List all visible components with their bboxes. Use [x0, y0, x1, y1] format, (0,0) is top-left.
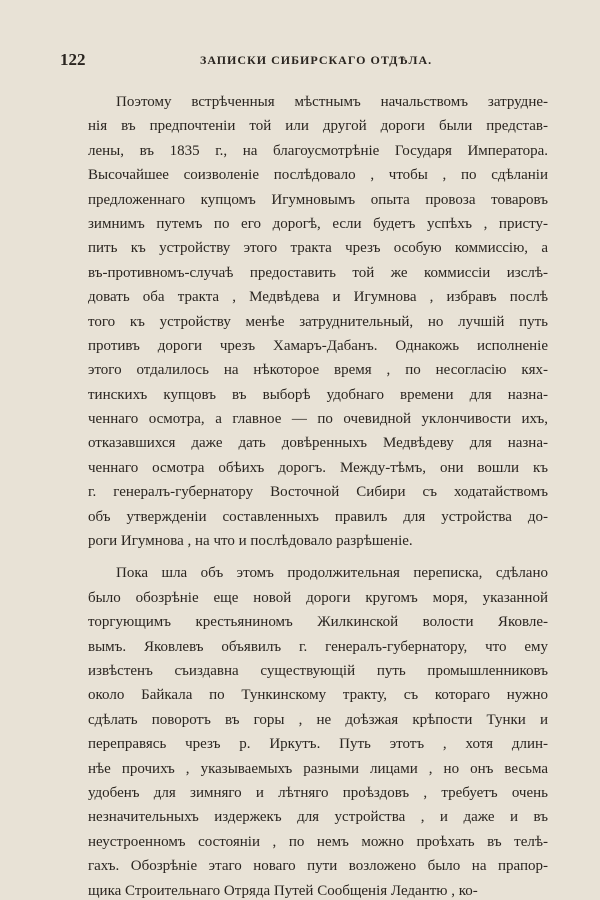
- paragraph-2: [88, 561, 548, 900]
- text-line: около Байкала по Тункинскому тракту, съ котораго нужно: [88, 687, 548, 704]
- text-line: противъ дороги чрезъ Хамаръ-Дабанъ. Однакожь исполненіе: [88, 337, 548, 354]
- text-line: ченнаго осмотра обѣихъ дорогъ. Между-тѣмъ, они вошли къ: [88, 459, 548, 476]
- page-number: 122: [60, 50, 86, 69]
- text-line: объ утвержденіи составленныхъ правилъ для устройства до-: [88, 508, 548, 525]
- text-line: этого отдалилось на нѣкоторое время , по несогласію кях-: [88, 362, 548, 379]
- text-line: незначительныхъ издержекъ для устройства , и даже и въ: [88, 809, 548, 826]
- text-line: вымъ. Яковлевъ объявилъ г. генералъ-губернатору, что ему: [88, 638, 548, 655]
- text-line: переправясь чрезъ р. Иркутъ. Путь этотъ , хотя длин-: [88, 736, 548, 753]
- text-line: Поэтому встрѣченныя мѣстнымъ начальствомъ затрудне-: [116, 94, 548, 110]
- running-head: ЗАПИСКИ СИБИРСКАГО ОТДѢЛА.: [200, 53, 433, 67]
- text-line: того къ устройству менѣе затруднительный, но лучшій путь: [88, 313, 548, 330]
- text-line: торгующимъ крестьяниномъ Жилкинской волости Яковле-: [88, 614, 548, 631]
- paragraph-gap: [88, 553, 548, 561]
- text-line: лены, въ 1835 г., на благоусмотрѣніе Государя Императора.: [88, 142, 548, 159]
- text-line: отказавшихся даже дать довѣренныхъ Медвѣдеву для назна-: [88, 435, 548, 452]
- paragraph-1: [88, 90, 548, 553]
- text-line: роги Игумнова , на что и послѣдовало разрѣшеніе.: [88, 533, 413, 550]
- text-line: щика Строительнаго Отряда Путей Сообщенія Ледантю , ко-: [88, 882, 478, 899]
- text-line: зимнимъ путемъ по его дорогѣ, если будетъ успѣхъ , присту-: [88, 215, 548, 232]
- text-line: неустроенномъ состояніи , по немъ можно проѣхать въ телѣ-: [88, 833, 548, 850]
- text-line: нѣе прочихъ , указываемыхъ разными лицами , но онъ весьма: [88, 760, 548, 777]
- text-line: ченнаго осмотра, а главное — по очевидной уклончивости ихъ,: [88, 411, 548, 428]
- text-line: гахъ. Обозрѣніе этаго новаго пути возложено было на прапор-: [88, 858, 548, 875]
- text-line: извѣстенъ съиздавна существующій путь промышленниковъ: [88, 662, 548, 679]
- body-text: [88, 90, 548, 900]
- text-line: г. генералъ-губернатору Восточной Сибири съ ходатайствомъ: [88, 484, 548, 501]
- text-line: Высочайшее соизволеніе послѣдовало , чтобы , по сдѣланіи: [88, 167, 548, 184]
- text-line: удобенъ для зимняго и лѣтняго проѣздовъ , требуетъ очень: [88, 784, 548, 801]
- text-line: тинскихъ купцовъ въ выборѣ удобнаго времени для назна-: [88, 386, 548, 403]
- text-line: было обозрѣніе еще новой дороги кругомъ моря, указанной: [88, 589, 548, 606]
- text-line: предложеннаго купцомъ Игумновымъ опыта провоза товаровъ: [88, 191, 548, 208]
- text-line: Пока шла объ этомъ продолжительная переписка, сдѣлано: [116, 565, 548, 582]
- text-line: въ-противномъ-случаѣ предоставить той же коммиссіи изслѣ-: [88, 264, 548, 281]
- page-header: [60, 50, 560, 74]
- text-line: сдѣлать поворотъ въ горы , не доѣзжая крѣпости Тунки и: [88, 711, 548, 728]
- text-line: довать оба тракта , Медвѣдева и Игумнова , избравъ послѣ: [88, 289, 548, 306]
- text-line: нія въ предпочтеніи той или другой дороги были представ-: [88, 118, 548, 135]
- text-line: пить къ устройству этого тракта чрезъ особую коммиссію, а: [88, 240, 548, 257]
